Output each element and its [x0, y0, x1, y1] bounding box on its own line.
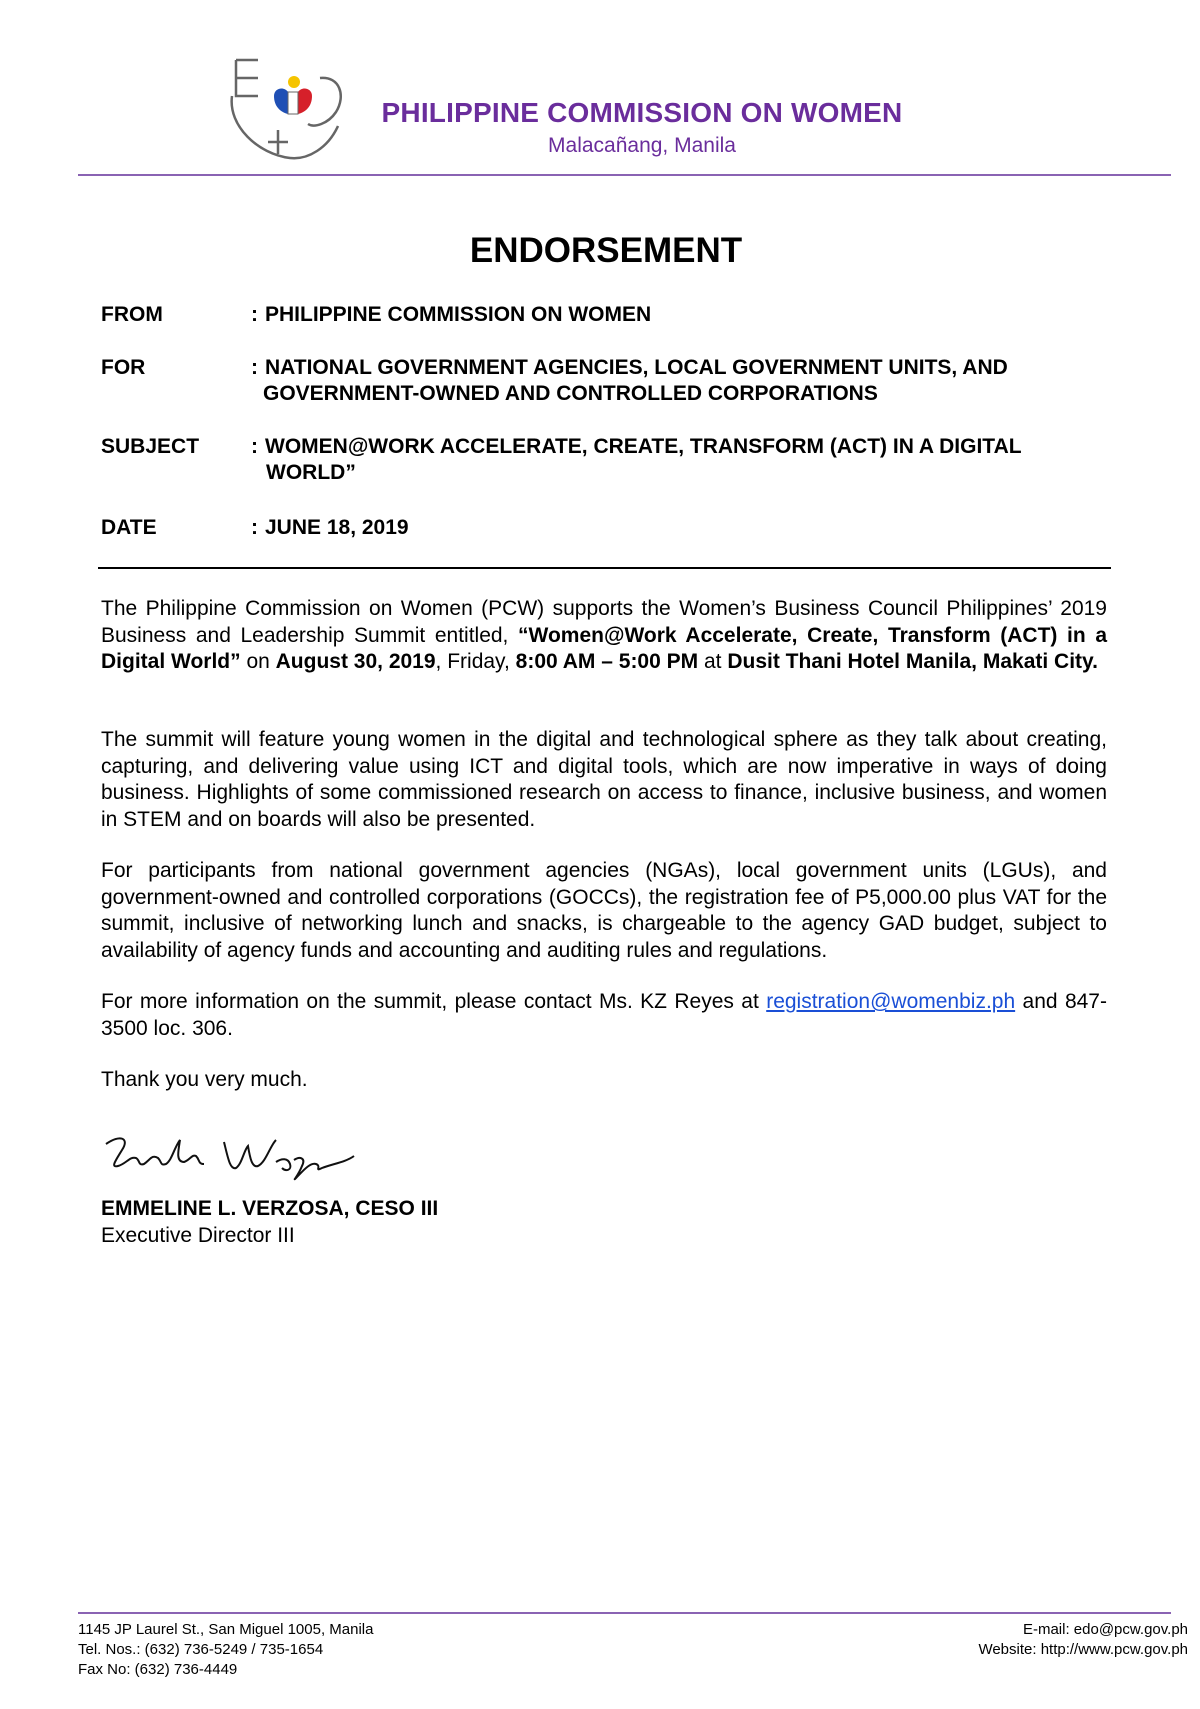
footer-fax: Fax No: (632) 736-4449 [78, 1661, 238, 1678]
footer-contact-left [78, 1620, 373, 1680]
registration-email-link[interactable]: registration@womenbiz.ph [766, 990, 1016, 1013]
meta-label: FOR [101, 356, 146, 379]
body-paragraph-3: For participants from national government agencies (NGAs), local government units (LGUs), and government-owned and controlled corporations (GOCCs), the registration fee of P5,000.00 plus VAT for the summit, inclusive of networking lunch and snacks, is chargeable to the agency GAD budget, subject to availability of agency funds and accounting and auditing rules and regulations. [101, 859, 1107, 962]
footer-tel: Tel. Nos.: (632) 736-5249 / 735-1654 [78, 1641, 324, 1658]
meta-colon: : [251, 516, 258, 539]
footer-website: Website: http://www.pcw.gov.ph [978, 1641, 1188, 1658]
meta-colon: : [251, 356, 258, 379]
meta-value: JUNE 18, 2019 [265, 516, 409, 539]
signer-title: Executive Director III [101, 1224, 295, 1247]
meta-value-line2: GOVERNMENT-OWNED AND CONTROLLED CORPORATIONS [263, 382, 878, 405]
footer-address: 1145 JP Laurel St., San Miguel 1005, Manila [78, 1621, 374, 1638]
meta-label: FROM [101, 303, 163, 326]
org-location: Malacañang, Manila [548, 134, 736, 157]
header-divider [78, 174, 1171, 176]
footer-email: E-mail: edo@pcw.gov.ph [1022, 1621, 1188, 1638]
closing-line: Thank you very much. [101, 1068, 308, 1091]
pcw-logo-icon [228, 56, 348, 162]
meta-value-line2: WORLD” [266, 461, 356, 484]
org-name: PHILIPPINE COMMISSION ON WOMEN [381, 97, 903, 128]
footer-contact-right [978, 1620, 1188, 1660]
meta-value: NATIONAL GOVERNMENT AGENCIES, LOCAL GOVERNMENT UNITS, AND [265, 356, 1008, 379]
handwritten-signature [100, 1128, 360, 1188]
meta-value: PHILIPPINE COMMISSION ON WOMEN [265, 303, 652, 326]
meta-value: WOMEN@WORK ACCELERATE, CREATE, TRANSFORM (ACT) IN A DIGITAL [265, 435, 1022, 458]
body-paragraph-2: The summit will feature young women in the digital and technological sphere as they talk about creating, capturing, and delivering value using ICT and digital tools, which are now imperative in ways of doing business. Highlights of some commissioned research on access to finance, inclusive business, and women in STEM and on boards will also be presented. [101, 728, 1107, 831]
footer-divider [78, 1612, 1171, 1614]
signer-name: EMMELINE L. VERZOSA, CESO III [101, 1197, 439, 1220]
meta-label: DATE [101, 516, 157, 539]
document-title: ENDORSEMENT [469, 231, 743, 270]
meta-divider [98, 567, 1111, 569]
body-paragraph-4: For more information on the summit, please contact Ms. KZ Reyes at registration@womenbiz.ph and 847-3500 loc. 306. [101, 990, 1107, 1040]
meta-label: SUBJECT [101, 435, 200, 458]
body-paragraph-1: The Philippine Commission on Women (PCW) supports the Women’s Business Council Philippines’ 2019 Business and Leadership Summit entitled, “Women@Work Accelerate, Create, Transform (ACT) in a Digital World” on August 30, 2019, Friday, 8:00 AM – 5:00 PM at Dusit Thani Hotel Manila, Makati City. [101, 597, 1107, 673]
meta-colon: : [251, 303, 258, 326]
meta-colon: : [251, 435, 258, 458]
